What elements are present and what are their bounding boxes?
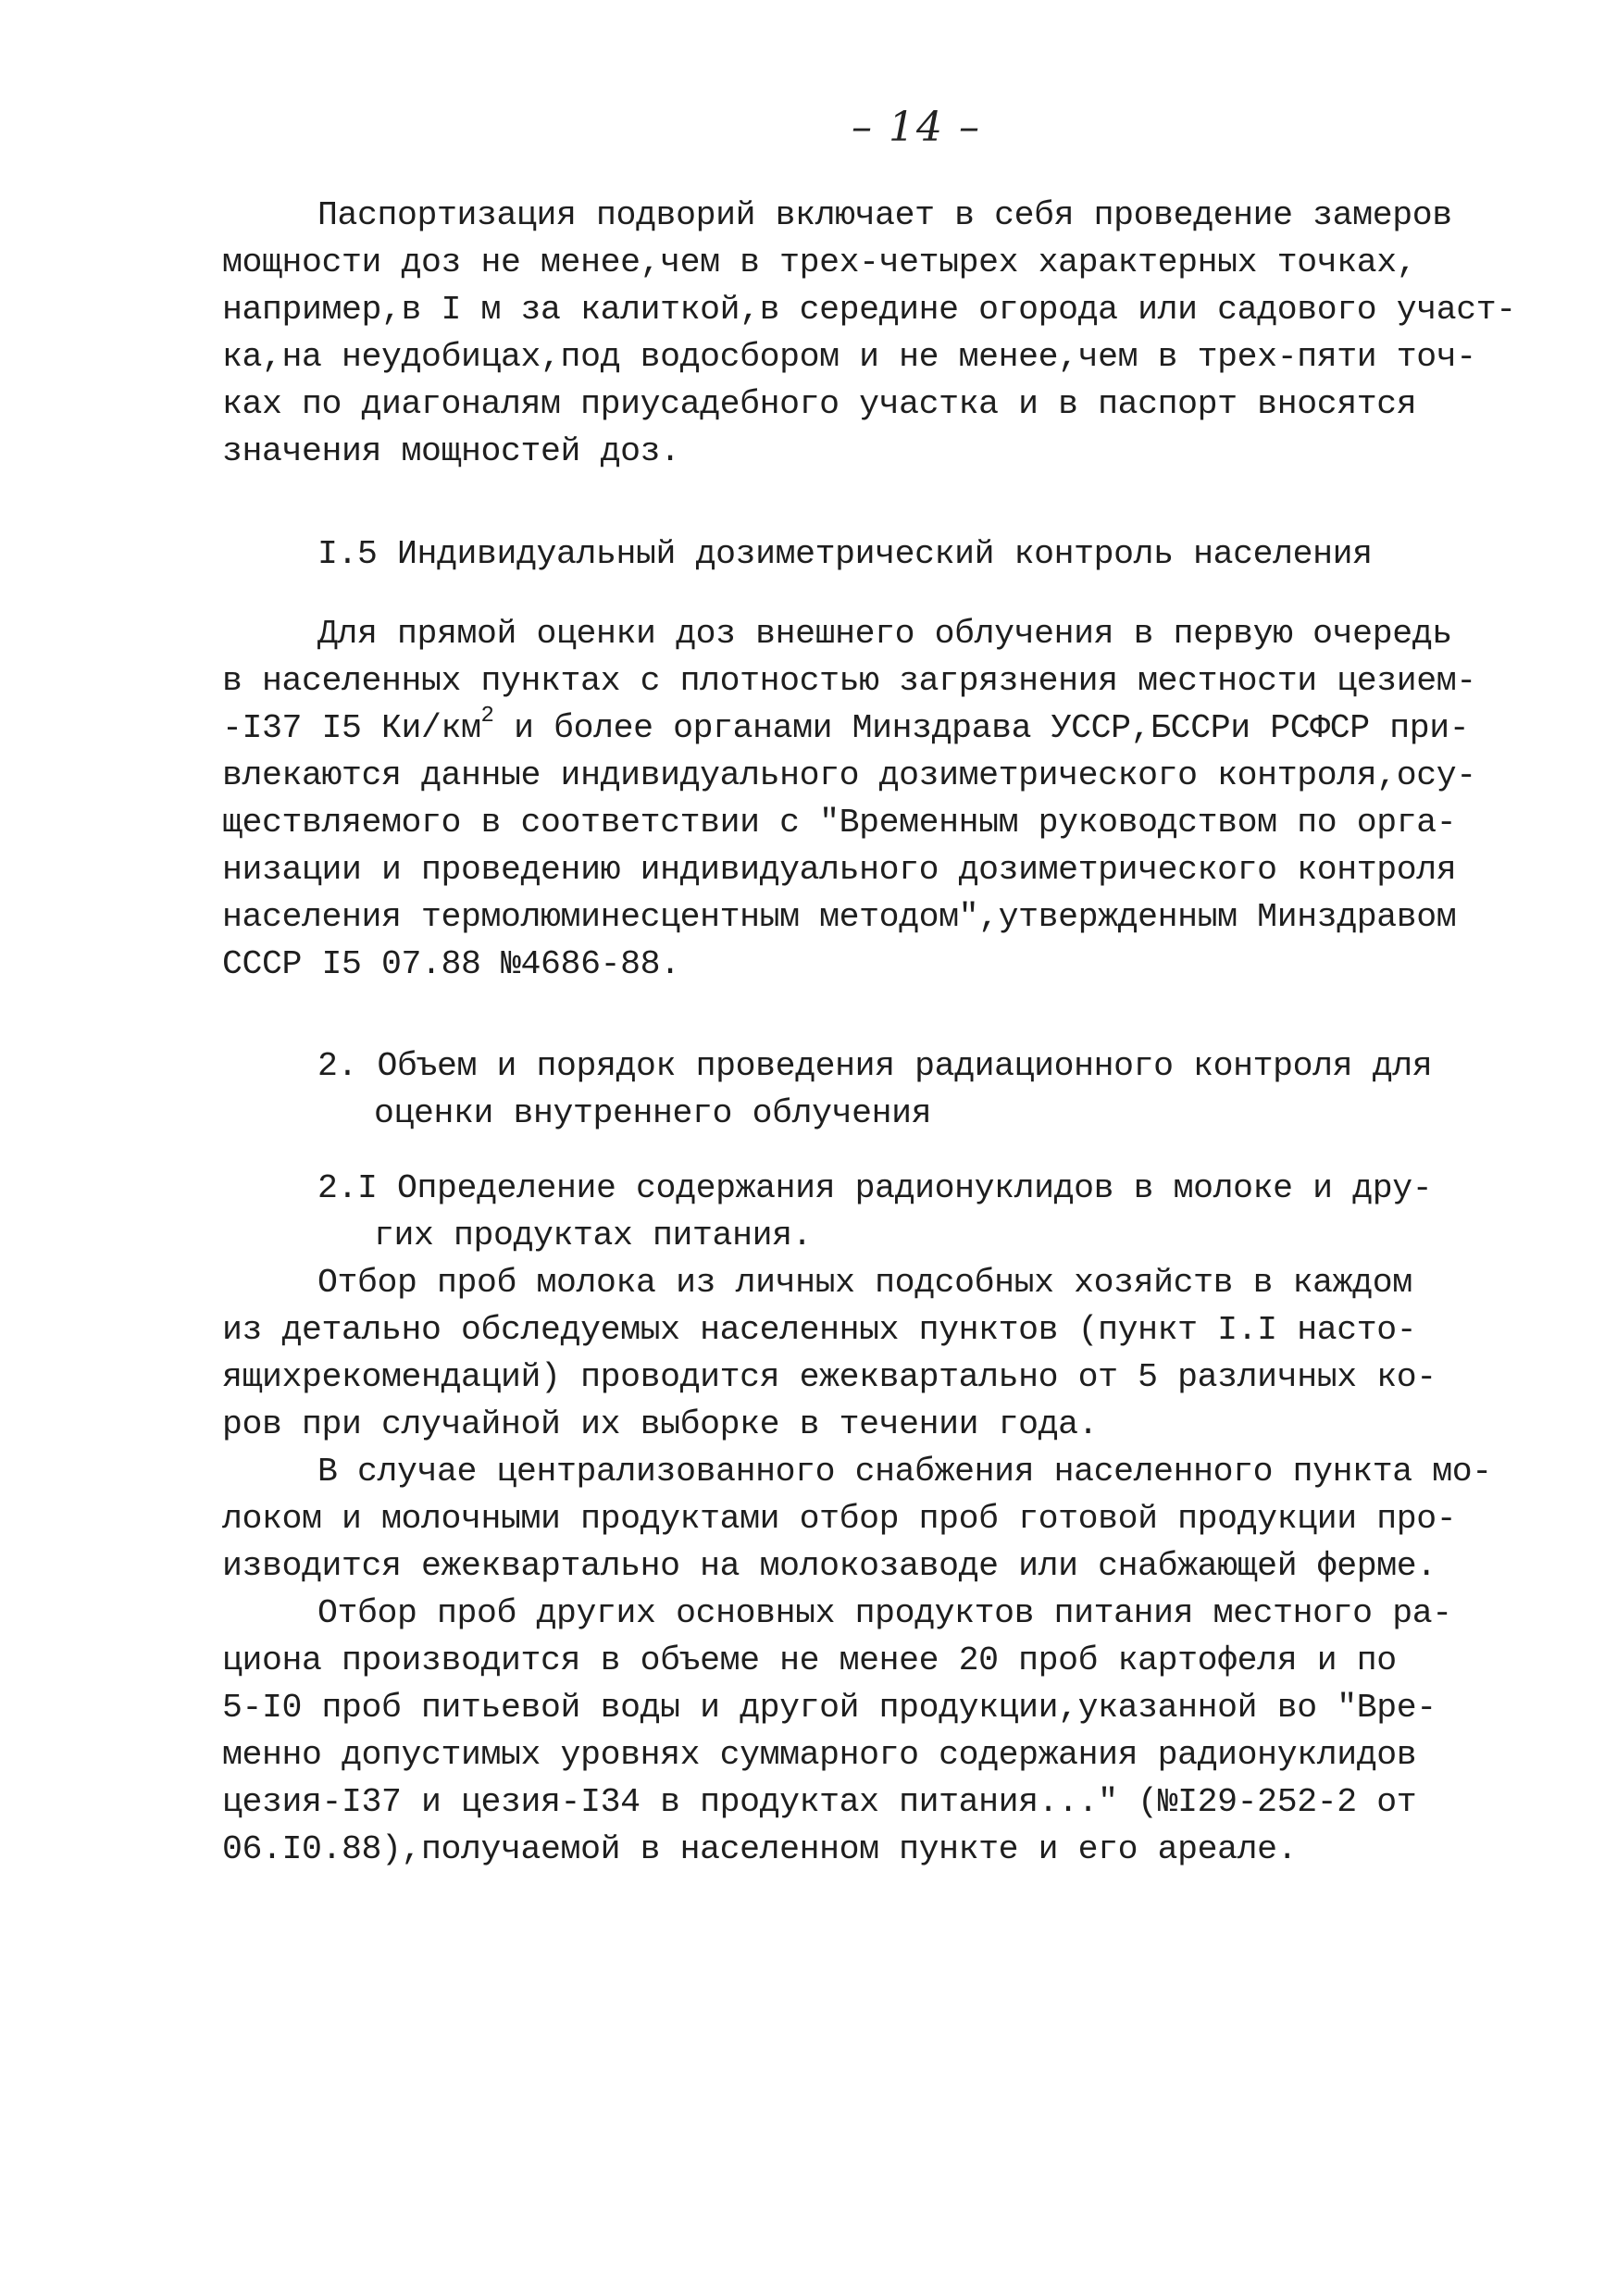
paragraph-5-line: цезия-I37 и цезия-I34 в продуктах питания..." (№I29-252-2 от — [222, 1783, 1417, 1821]
superscript: 2 — [480, 703, 494, 729]
paragraph-3-line: ящихрекомендаций) проводится ежеквартально от 5 различных ко- — [222, 1358, 1437, 1396]
paragraph-5-line: менно допустимых уровнях суммарного содержания радионуклидов — [222, 1736, 1417, 1774]
paragraph-3-line: ров при случайной их выборке в течении года. — [222, 1405, 1099, 1443]
section-heading-1-5: I.5 Индивидуальный дозиметрический контроль населения — [317, 535, 1373, 573]
paragraph-4-line: локом и молочными продуктами отбор проб готовой продукции про- — [222, 1500, 1457, 1538]
paragraph-2-line: СССР I5 07.88 №4686-88. — [222, 945, 680, 983]
paragraph-2-line: Для прямой оценки доз внешнего облучения в первую очередь — [317, 615, 1452, 653]
text-fragment: -I37 I5 Ки/км — [222, 709, 481, 747]
paragraph-1-line: например,в I м за калиткой,в середине огорода или садового участ- — [222, 291, 1516, 329]
paragraph-2-line: ществляемого в соответствии с "Временным руководством по орга- — [222, 804, 1457, 842]
paragraph-4-line: В случае централизованного снабжения населенного пункта мо- — [317, 1453, 1492, 1491]
paragraph-2-line: в населенных пунктах с плотностью загрязнения местности цезием- — [222, 662, 1476, 700]
paragraph-5-line: 5-I0 проб питьевой воды и другой продукции,указанной во "Вре- — [222, 1689, 1437, 1727]
paragraph-4-line: изводится ежеквартально на молокозаводе или снабжающей ферме. — [222, 1547, 1437, 1585]
section-heading-2-1: гих продуктах питания. — [374, 1217, 813, 1254]
section-heading-2: оценки внутреннего облучения — [374, 1094, 932, 1132]
paragraph-3-line: из детально обследуемых населенных пунктов (пункт I.I насто- — [222, 1311, 1417, 1349]
paragraph-5-line: циона производится в объеме не менее 20 проб картофеля и по — [222, 1641, 1397, 1679]
paragraph-1-line: ка,на неудобицах,под водосбором и не менее,чем в трех-пяти точ- — [222, 338, 1476, 376]
paragraph-1-line: Паспортизация подворий включает в себя проведение замеров — [317, 196, 1452, 234]
paragraph-2-line: населения термолюминесцентным методом",утвержденным Минздравом — [222, 898, 1457, 936]
paragraph-3-line: Отбор проб молока из личных подсобных хозяйств в каждом — [317, 1264, 1412, 1302]
section-heading-2-1: 2.I Определение содержания радионуклидов в молоке и дру- — [317, 1169, 1433, 1207]
paragraph-2-line: низации и проведению индивидуального дозиметрического контроля — [222, 851, 1457, 889]
paragraph-2-line — [222, 703, 1470, 749]
text-fragment: и более органами Минздрава УССР,БССРи РСФСР при- — [493, 709, 1470, 747]
paragraph-5-line: Отбор проб других основных продуктов питания местного ра- — [317, 1594, 1452, 1632]
paragraph-2-line: влекаются данные индивидуального дозиметрического контроля,осу- — [222, 756, 1476, 794]
paragraph-1-line: ках по диагоналям приусадебного участка и в паспорт вносятся — [222, 385, 1417, 423]
page-number: – 14 – — [852, 104, 981, 151]
paragraph-1-line: мощности доз не менее,чем в трех-четырех характерных точках, — [222, 243, 1417, 281]
paragraph-1-line: значения мощностей доз. — [222, 432, 680, 470]
paragraph-5-line: 06.I0.88),получаемой в населенном пункте и его ареале. — [222, 1830, 1298, 1868]
section-heading-2: 2. Объем и порядок проведения радиационного контроля для — [317, 1047, 1433, 1085]
